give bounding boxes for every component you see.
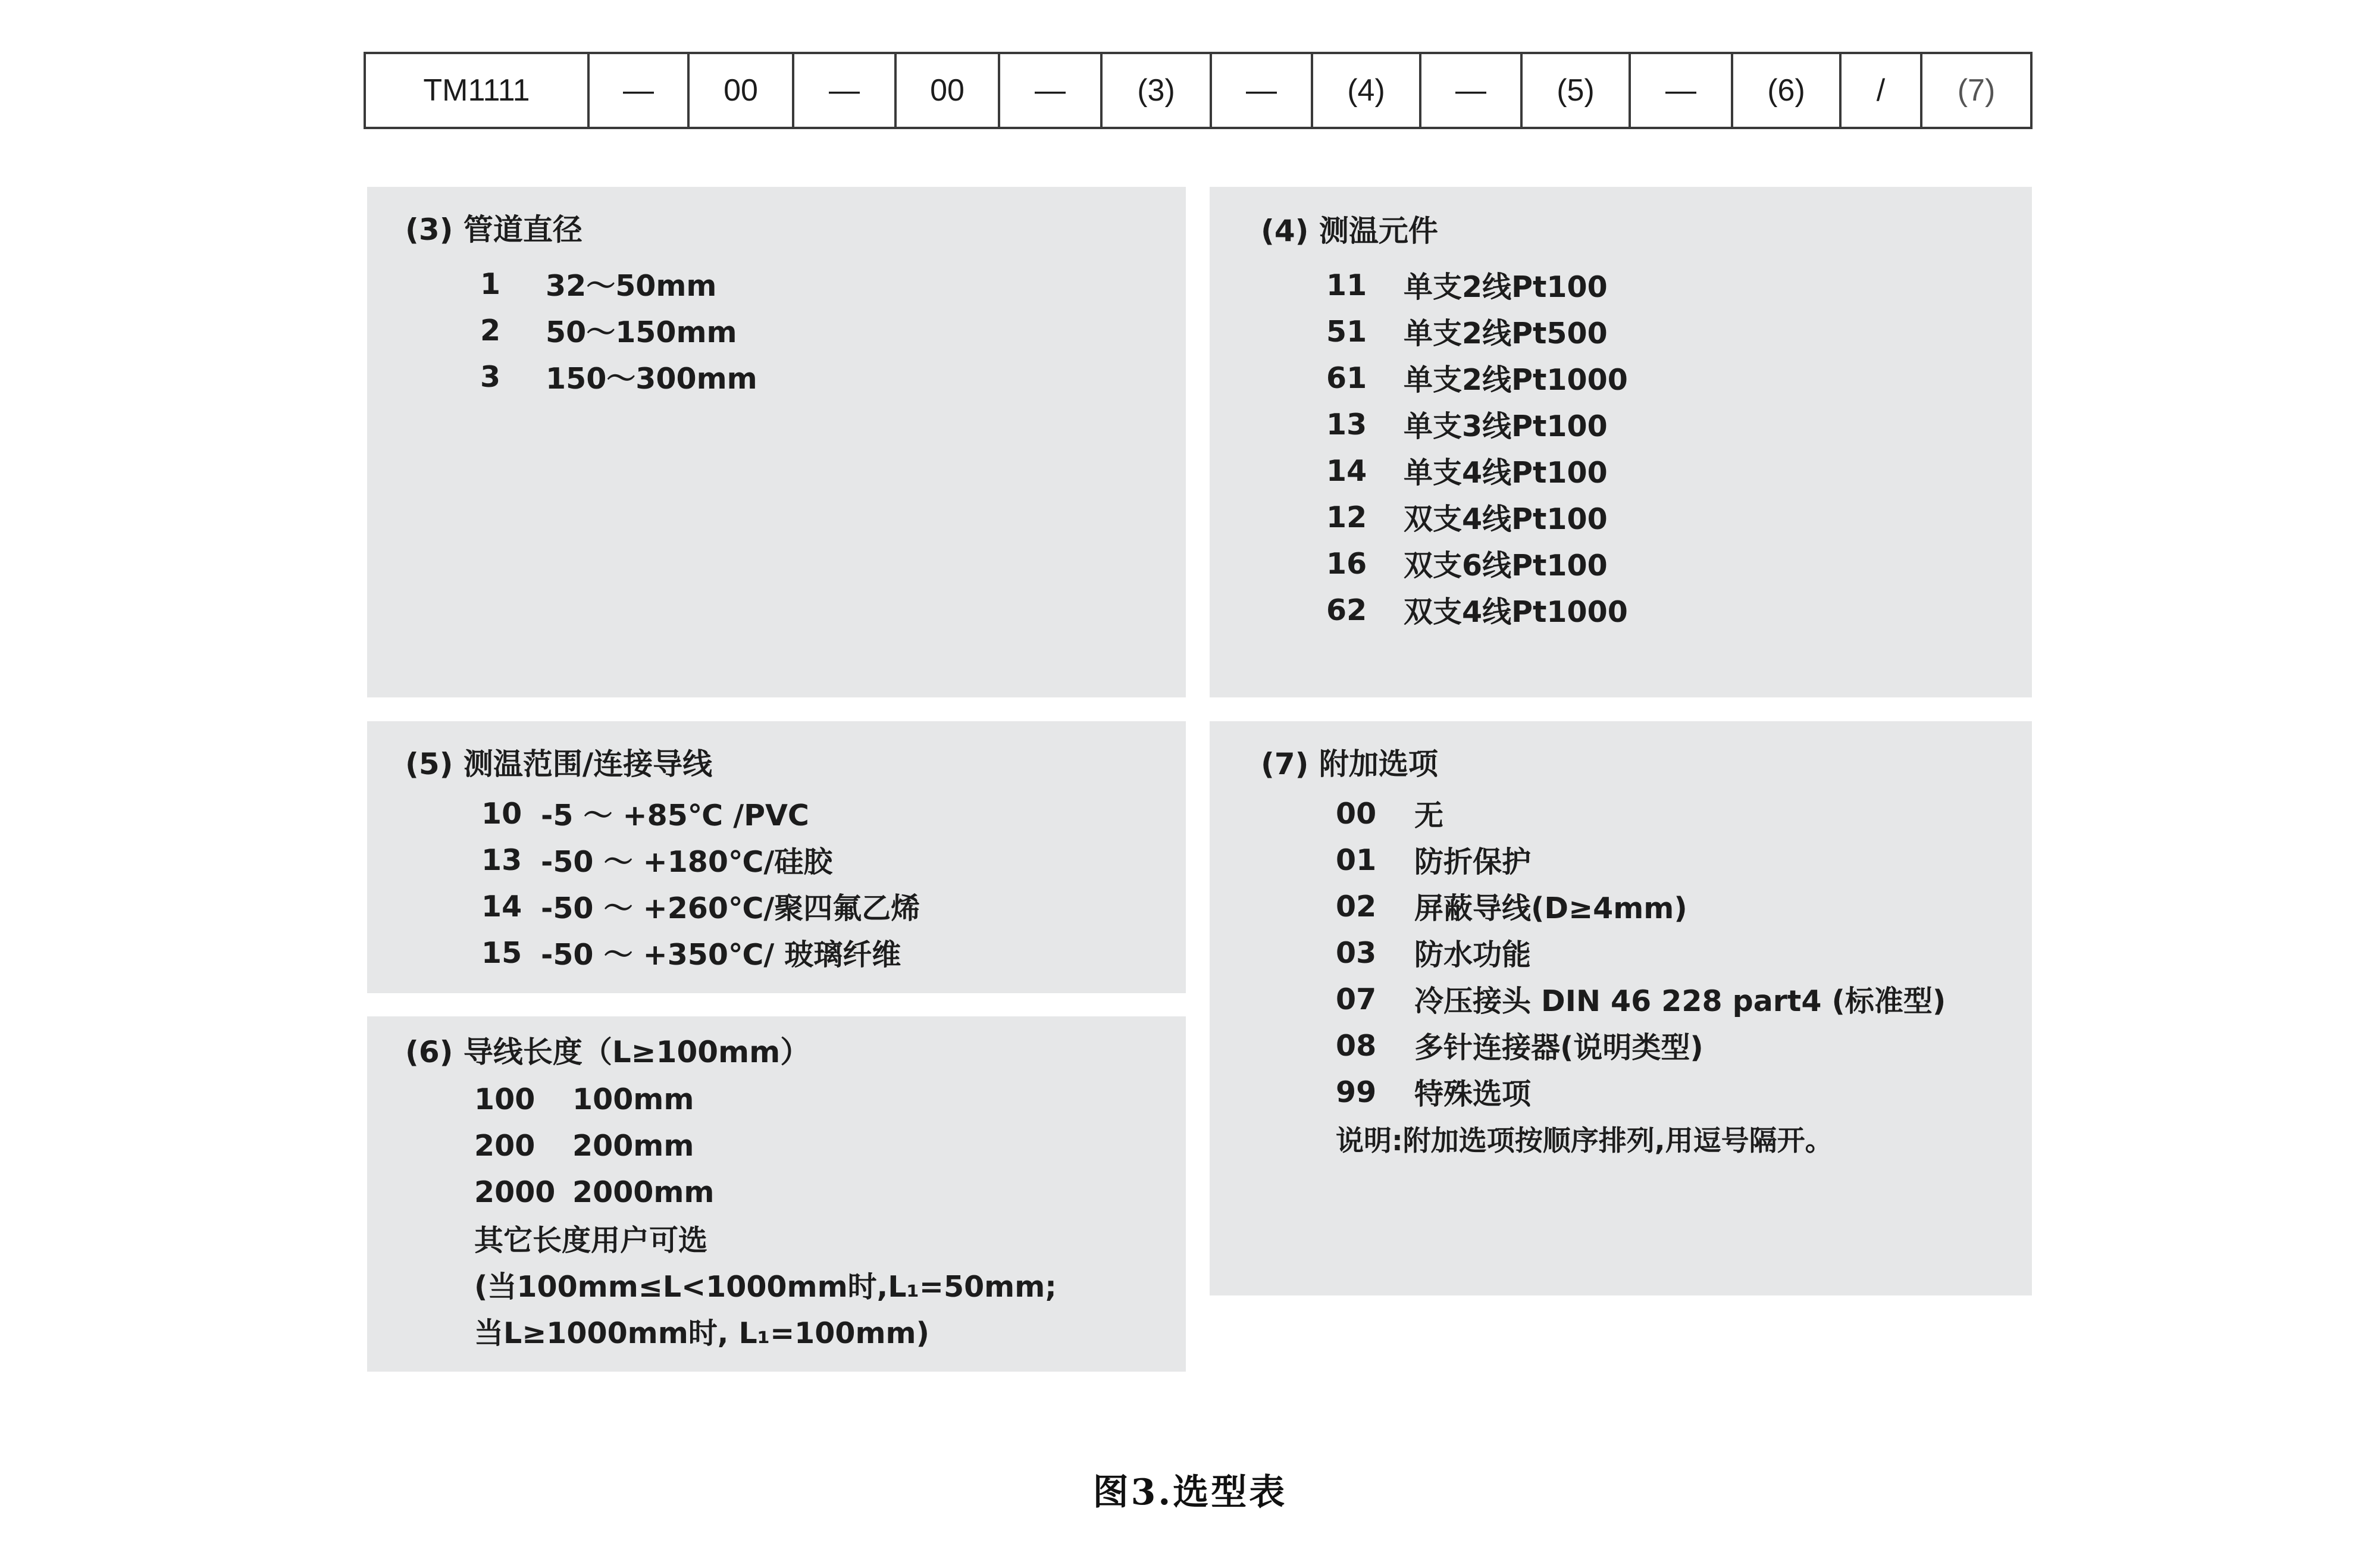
option-code: 51 [1326, 314, 1367, 349]
list-item [1326, 540, 1628, 587]
option-desc: 单支2线Pt500 [1404, 317, 1608, 350]
list-item [1326, 262, 1628, 308]
list-item [480, 307, 757, 353]
list-item [1336, 1022, 1946, 1069]
code-cell-field: 00 [897, 54, 1000, 127]
option-desc: 单支4线Pt100 [1404, 456, 1608, 490]
option-desc: 双支6线Pt100 [1404, 549, 1608, 583]
option-list [1336, 790, 1946, 1162]
option-desc: -5 ～ +85℃ /PVC [541, 799, 809, 833]
list-item [481, 837, 920, 883]
option-desc: 150～300mm [546, 362, 757, 396]
code-cell-field: (3) [1103, 54, 1212, 127]
panel-lead-length [367, 1016, 1186, 1372]
code-cell-separator: — [794, 54, 897, 127]
panel-sensing-element [1210, 187, 2032, 697]
list-item [1336, 883, 1946, 930]
option-code: 2000 [474, 1175, 556, 1209]
option-code: 10 [481, 796, 522, 831]
option-desc: 单支3线Pt100 [1404, 409, 1608, 443]
option-code: 1 [480, 267, 501, 301]
option-desc: 多针连接器(说明类型) [1414, 1031, 1703, 1065]
list-item [1336, 1069, 1946, 1115]
option-code: 2 [480, 313, 501, 348]
list-item [480, 353, 757, 400]
option-code: 03 [1336, 935, 1377, 970]
code-cell-separator: — [1000, 54, 1103, 127]
list-item [480, 261, 757, 307]
code-cell-separator: — [1631, 54, 1733, 127]
code-cell-field: (4) [1313, 54, 1421, 127]
option-desc: 单支2线Pt100 [1404, 270, 1608, 304]
list-item [1326, 494, 1628, 540]
option-desc: 32～50mm [546, 269, 717, 303]
panel-title: (4) 测温元件 [1261, 214, 1438, 248]
option-code: 08 [1336, 1028, 1377, 1063]
list-item [1326, 355, 1628, 401]
list-item [1336, 837, 1946, 883]
list-item [1336, 930, 1946, 976]
option-desc: -50 ～ +260℃/聚四氟乙烯 [541, 891, 920, 925]
panel-pipe-diameter [367, 187, 1186, 697]
note-text: 其它长度用户可选 [474, 1223, 708, 1257]
list-item [474, 1076, 1057, 1122]
option-code: 02 [1336, 889, 1377, 924]
option-desc: 屏蔽导线(D≥4mm) [1414, 891, 1687, 925]
option-code: 3 [480, 359, 501, 394]
code-cell-separator: — [1212, 54, 1313, 127]
list-item [1326, 447, 1628, 494]
option-desc: 单支2线Pt1000 [1404, 363, 1628, 397]
option-desc: 双支4线Pt100 [1404, 502, 1608, 536]
note-text: 说明:附加选项按顺序排列,用逗号隔开。 [1336, 1124, 1833, 1157]
code-cell-model: TM1111 [366, 54, 590, 127]
list-item [481, 930, 920, 976]
option-desc: 防折保护 [1414, 845, 1532, 879]
option-desc: 防水功能 [1414, 938, 1532, 972]
option-desc: 200mm [572, 1128, 694, 1163]
list-item [1326, 308, 1628, 355]
code-cell-slash: / [1842, 54, 1922, 127]
option-code: 13 [1326, 407, 1367, 442]
list-item [481, 790, 920, 837]
option-desc: -50 ～ +350℃/ 玻璃纤维 [541, 938, 901, 972]
option-code: 11 [1326, 268, 1367, 302]
option-desc: 冷压接头 DIN 46 228 part4 (标准型) [1414, 984, 1946, 1018]
list-item [481, 883, 920, 930]
list-item [1336, 976, 1946, 1022]
option-list [481, 790, 920, 976]
code-cell-field: 00 [690, 54, 794, 127]
option-desc: 特殊选项 [1414, 1077, 1532, 1111]
option-list [480, 261, 757, 400]
option-desc: 双支4线Pt1000 [1404, 595, 1628, 629]
option-desc: 无 [1414, 799, 1444, 833]
list-item [1336, 790, 1946, 837]
note-text: (当100mm≤L<1000mm时,L₁=50mm; [474, 1270, 1057, 1304]
option-desc: 100mm [572, 1082, 694, 1116]
model-code-bar [364, 52, 2033, 129]
code-cell-field: (5) [1523, 54, 1631, 127]
panel-title: (7) 附加选项 [1261, 747, 1438, 781]
option-code: 200 [474, 1128, 536, 1163]
option-code: 14 [1326, 453, 1367, 488]
option-code: 07 [1336, 982, 1377, 1016]
option-code: 62 [1326, 593, 1367, 627]
panel-additional-options [1210, 721, 2032, 1295]
figure-caption: 图3.选型表 [1092, 1472, 1288, 1513]
option-code: 13 [481, 843, 522, 877]
option-code: 14 [481, 889, 522, 924]
option-list [1326, 262, 1628, 633]
list-item [1326, 401, 1628, 447]
option-code: 12 [1326, 500, 1367, 534]
option-code: 01 [1336, 843, 1377, 877]
list-item [474, 1169, 1057, 1215]
code-cell-field: (7) [1957, 73, 1996, 108]
option-code: 16 [1326, 546, 1367, 581]
option-desc: -50 ～ +180℃/硅胶 [541, 845, 833, 879]
list-item [474, 1122, 1057, 1169]
option-desc: 50～150mm [546, 315, 737, 349]
code-cell-separator: — [590, 54, 690, 127]
code-cell-field: (6) [1733, 54, 1842, 127]
option-desc: 2000mm [572, 1175, 715, 1209]
option-list [474, 1076, 1057, 1354]
panel-temperature-range [367, 721, 1186, 993]
option-code: 61 [1326, 361, 1367, 395]
option-code: 100 [474, 1082, 536, 1116]
list-item [1326, 587, 1628, 633]
option-code: 15 [481, 935, 522, 970]
option-code: 00 [1336, 796, 1377, 831]
note-text: 当L≥1000mm时, L₁=100mm) [474, 1316, 929, 1350]
panel-title: (6) 导线长度（L≥100mm） [405, 1035, 810, 1069]
option-code: 99 [1336, 1075, 1377, 1109]
panel-title: (3) 管道直径 [405, 212, 583, 247]
panel-title: (5) 测温范围/连接导线 [405, 747, 713, 781]
code-cell-separator: — [1421, 54, 1523, 127]
